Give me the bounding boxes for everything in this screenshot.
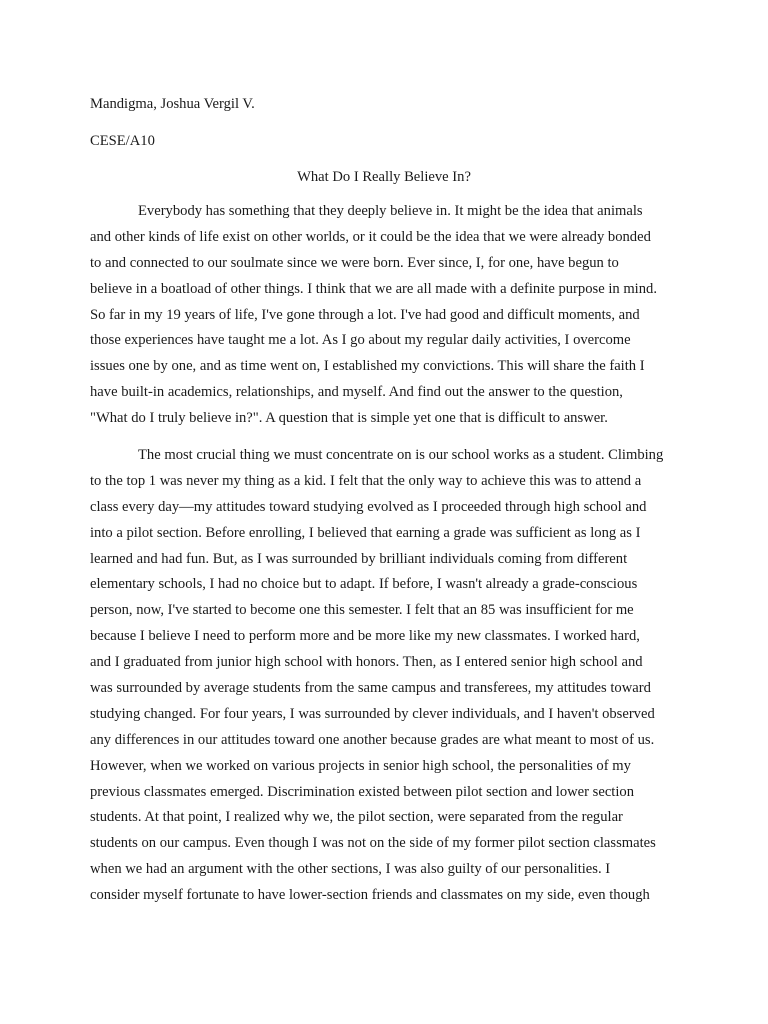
paragraph-line: However, when we worked on various projects in senior high school, the personalities of my: [90, 757, 631, 774]
course-section: CESE/A10: [90, 133, 155, 149]
paragraph-2: [90, 443, 678, 909]
paragraph-line: any differences in our attitudes toward one another because grades are what meant to most of us.: [90, 731, 655, 748]
paragraph-line: was surrounded by average students from the same campus and transferees, my attitudes toward: [90, 680, 651, 697]
paragraph-line: believe in a boatload of other things. I think that we are all made with a definite purpose in mind.: [90, 280, 657, 297]
paragraph-line: students. At that point, I realized why we, the pilot section, were separated from the regular: [90, 809, 623, 826]
paragraph-line: "What do I truly believe in?". A question that is simple yet one that is difficult to answer.: [90, 410, 608, 427]
paragraph-line: into a pilot section. Before enrolling, I believed that earning a grade was sufficient as long as I: [90, 524, 641, 541]
paragraph-1: [90, 199, 678, 432]
paragraph-line: class every day—my attitudes toward studying evolved as I proceeded through high school and: [90, 498, 647, 515]
paragraph-line: when we had an argument with the other sections, I was also guilty of our personalities. I: [90, 861, 611, 878]
paragraph-line: studying changed. For four years, I was surrounded by clever individuals, and I haven't observed: [90, 705, 655, 722]
paragraph-line: So far in my 19 years of life, I've gone through a lot. I've had good and difficult moments, and: [90, 306, 640, 323]
author-name: Mandigma, Joshua Vergil V.: [90, 96, 255, 112]
paragraph-line: and other kinds of life exist on other worlds, or it could be the idea that we were already bonded: [90, 228, 651, 245]
paragraph-line: Everybody has something that they deeply believe in. It might be the idea that animals: [138, 203, 643, 219]
paragraph-line: elementary schools, I had no choice but to adapt. If before, I wasn't already a grade-conscious: [90, 576, 638, 593]
paragraph-line: to the top 1 was never my thing as a kid. I felt that the only way to achieve this was to attend a: [90, 472, 642, 489]
paragraph-line: consider myself fortunate to have lower-section friends and classmates on my side, even though: [90, 887, 650, 904]
paragraph-line: learned and had fun. But, as I was surrounded by brilliant individuals coming from different: [90, 550, 628, 567]
document-body: [90, 92, 678, 909]
paragraph-line: those experiences have taught me a lot. As I go about my regular daily activities, I overcome: [90, 332, 631, 349]
paragraph-line: previous classmates emerged. Discrimination existed between pilot section and lower section: [90, 783, 635, 800]
paragraph-line: to and connected to our soulmate since we were born. Ever since, I, for one, have begun to: [90, 254, 619, 271]
paragraph-line: person, now, I've started to become one this semester. I felt that an 85 was insufficient for me: [90, 602, 634, 619]
paragraph-line: have built-in academics, relationships, and myself. And find out the answer to the question,: [90, 384, 623, 401]
paragraph-line: The most crucial thing we must concentrate on is our school works as a student. Climbing: [138, 447, 664, 464]
paragraph-line: and I graduated from junior high school with honors. Then, as I entered senior high school and: [90, 654, 643, 671]
paragraph-line: students on our campus. Even though I was not on the side of my former pilot section classmates: [90, 835, 656, 852]
paragraph-line: because I believe I need to perform more and be more like my new classmates. I worked hard,: [90, 628, 640, 645]
paragraph-line: issues one by one, and as time went on, I established my convictions. This will share the faith I: [90, 358, 645, 375]
essay-title: What Do I Really Believe In?: [297, 169, 471, 185]
